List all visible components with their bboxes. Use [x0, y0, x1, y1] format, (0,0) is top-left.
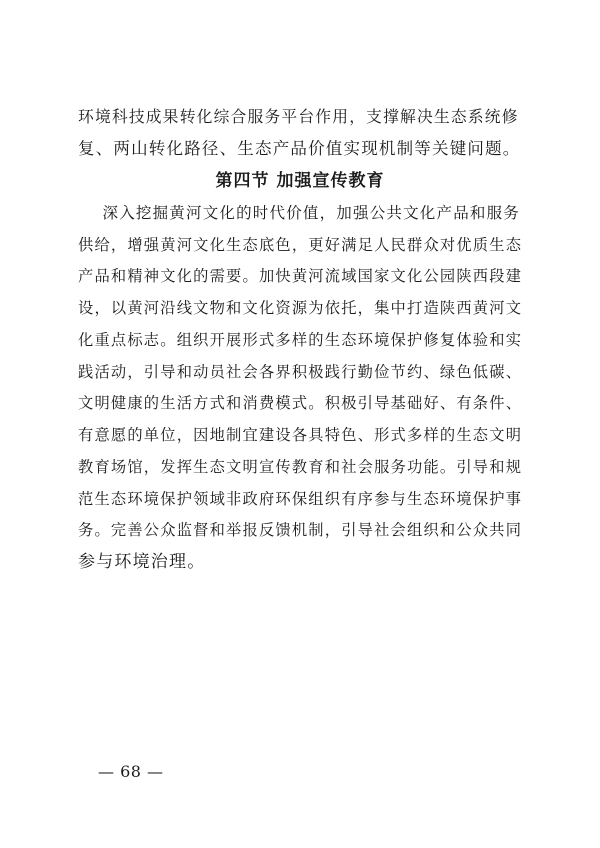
paragraph-line-2: 供给，增强黄河文化生态底色，更好满足人民群众对优质生态 — [78, 236, 523, 254]
paragraph-line-5: 化重点标志。组织开展形式多样的生态环境保护修复体验和实 — [78, 331, 523, 349]
paragraph-line-9: 教育场馆，发挥生态文明宣传教育和社会服务功能。引导和规 — [78, 458, 523, 476]
continuation-line-1: 环境科技成果转化综合服务平台作用，支撑解决生态系统修 — [78, 107, 519, 126]
paragraph-line-7: 文明健康的生活方式和消费模式。积极引导基础好、有条件、 — [78, 394, 523, 412]
paragraph-line-6: 践活动，引导和动员社会各界积极践行勤俭节约、绿色低碳、 — [78, 363, 523, 381]
paragraph-line-12: 参与环境治理。 — [78, 552, 206, 572]
paragraph-line-11: 务。完善公众监督和举报反馈机制，引导社会组织和公众共同 — [78, 521, 523, 539]
continuation-line-2: 复、两山转化路径、生态产品价值实现机制等关键问题。 — [78, 139, 521, 158]
paragraph-line-1: 深入挖掘黄河文化的时代价值，加强公共文化产品和服务 — [78, 204, 521, 222]
page-number: — 68 — — [98, 762, 164, 781]
paragraph-line-4: 设，以黄河沿线文物和文化资源为依托，集中打造陕西黄河文 — [78, 299, 523, 317]
paragraph-line-8: 有意愿的单位，因地制宜建设各具特色、形式多样的生态文明 — [78, 426, 523, 444]
section-heading: 第四节 加强宣传教育 — [215, 171, 385, 191]
paragraph-line-3: 产品和精神文化的需要。加快黄河流域国家文化公园陕西段建 — [78, 267, 523, 285]
paragraph-line-10: 范生态环境保护领域非政府环保组织有序参与生态环境保护事 — [78, 490, 523, 508]
